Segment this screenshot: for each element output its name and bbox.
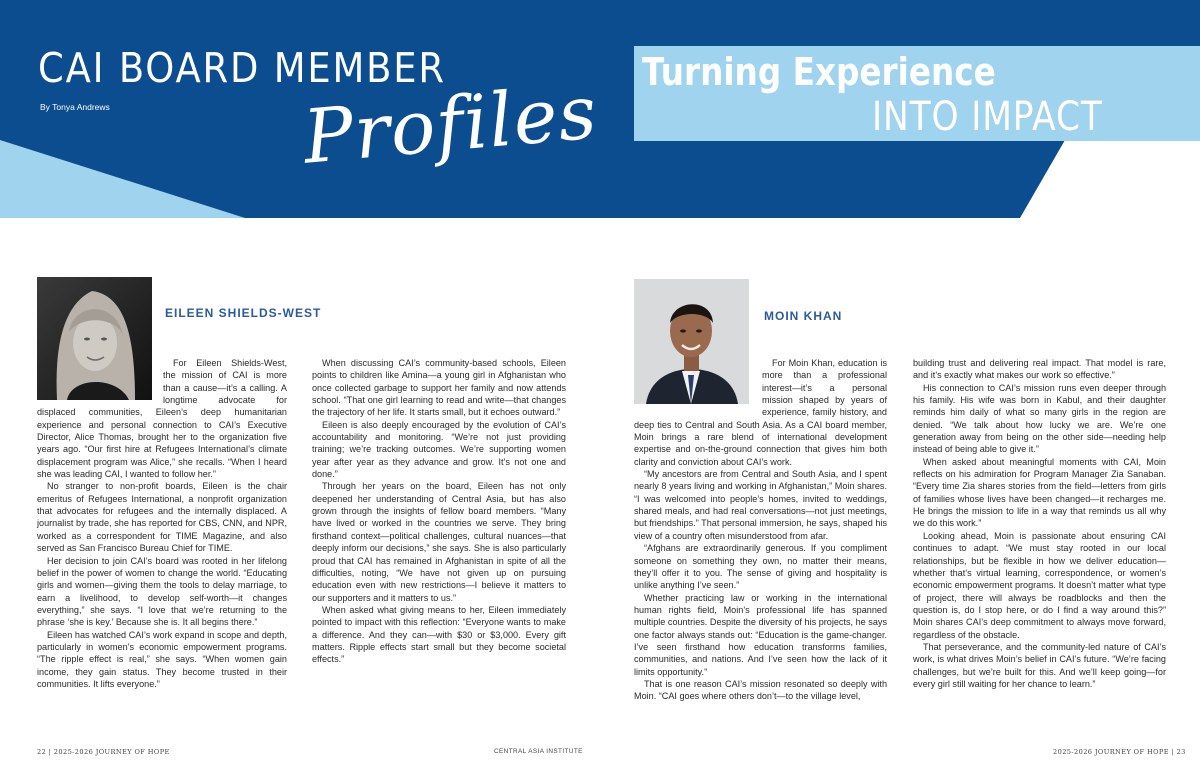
eileen-paragraph-7: Through her years on the board, Eileen has not only deepened her understanding of Central Asia, but has also grown through the insights of fellow board members. “Many have lived or worked in the countries we serve. They bring firsthand context—political challenges, cultural nuances—that deeply inform our decisions,” she says. She is also particularly proud that CAI has remained in Afghanistan in spite of all the difficulties, noting, “We have not given up on pursuing education even with new restrictions—I believe it matters to our supporters and it matters to us.” (312, 481, 566, 603)
moin-column-2 (913, 357, 1166, 690)
eileen-paragraph-8: When asked what giving means to her, Eileen immediately pointed to impact with this reflection: “Everyone wants to make a difference. And they can—with $30 or $3,000. Every gift matters. Ripple effects start small but they become societal effects.” (312, 604, 566, 665)
eileen-name: EILEEN SHIELDS-WEST (165, 306, 322, 320)
moin-paragraph-1: For Moin Khan, education is more than a professional interest—it’s a personal mission shaped by years of experience, family history, and deep ties to Central and South Asia. As a CAI board member, Moin brings a rare blend of international development expertise and on-the-ground connection that gives him both clarity and conviction about CAI’s work. (634, 358, 887, 467)
moin-paragraph-3: “Afghans are extraordinarily generous. If you compliment someone on something they own, no matter their means, they’ll offer it to you. The sense of giving and hospitality is unlike anything I’ve seen.” (634, 543, 887, 591)
tagline-line-2: INTO IMPACT (872, 94, 1103, 140)
moin-paragraph-2: “My ancestors are from Central and South Asia, and I spent nearly 8 years living and working in Afghanistan,” Moin shares. “I was welcomed into people’s homes, invited to weddings, shared meals, and had real conversations—not just meetings, but friendships.” That personal immersion, he says, shaped his view of a country often misunderstood from afar. (634, 469, 887, 541)
moin-paragraph-8: When asked about meaningful moments with CAI, Moin reflects on his admiration for Program Manager Zia Sanaban. “Every time Zia shares stories from the field—letters from girls of families whose lives have been changed—it recharges me. He brings the mission to life in a way that reminds us all why we do this work.” (913, 456, 1166, 529)
eileen-paragraph-1: For Eileen Shields-West, the mission of CAI is more than a cause—it’s a calling. A longtime advocate for displaced communities, Eileen’s deep humanitarian experience and personal connection to CAI’s Executive Director, Alice Thomas, brought her to the organization five years ago. “Our first hire at Refugees International’s climate displacement program was Alice,” she recalls. “When I heard she was leading CAI, I wanted to follow her.” (37, 358, 287, 480)
script-title: Profiles (300, 69, 601, 181)
header-banner (0, 0, 1200, 218)
eileen-paragraph-6: Eileen is also deeply encouraged by the evolution of CAI’s accountability and monitoring. “We’re not just providing training; we’re tracking outcomes. We’re supporting women year after year as they advance and grow. It’s not one and done.” (312, 419, 566, 480)
moin-paragraph-4: Whether practicing law or working in the international human rights field, Moin’s professional life has spanned multiple countries. Despite the diversity of his projects, he says one factor always stands out: “Education is the game-changer. I’ve seen firsthand how education transforms families, communities, and nations. And I’ve seen how the lack of it limits opportunity.” (634, 592, 887, 677)
moin-paragraph-10: That perseverance, and the community-led nature of CAI’s work, is what drives Moin’s belief in CAI’s future. “We’re facing challenges, but we’re built for this. And we’ll keep going—for every girl still waiting for her chance to learn.” (913, 641, 1166, 689)
page-title: CAI BOARD MEMBER (38, 44, 446, 92)
footer-center: CENTRAL ASIA INSTITUTE (494, 748, 583, 755)
eileen-paragraph-4: Eileen has watched CAI’s work expand in scope and depth, particularly in women’s economic empowerment programs. “The ripple effect is real,” she says. “When women gain income, they gain status. They become trusted in their communities. It lifts everyone.” (37, 629, 287, 689)
byline: By Tonya Andrews (40, 102, 110, 112)
eileen-paragraph-3: Her decision to join CAI’s board was rooted in her lifelong belief in the power of women to change the world. “Educating girls and women—giving them the tools to delay marriage, to earn a livelihood, to develop self-worth—it changes everything,” she says. “I love that we’re returning to the phrase ‘she is key.’ Because she is. It all begins there.” (37, 555, 287, 628)
moin-paragraph-7: His connection to CAI’s mission runs even deeper through his family. His wife was born in Kabul, and their daughter reminds him daily of what so many girls in the region are denied. “We talk about how lucky we are. We’re one generation away from being on the other side—needing help instead of being able to give it.” (913, 382, 1166, 455)
moin-paragraph-9: Looking ahead, Moin is passionate about ensuring CAI continues to adapt. “We must stay rooted in our local relationships, but be flexible in how we deliver education—whether that’s virtual learning, correspondence, or women’s economic empowerment programs. It doesn’t matter what type of project, there will always be roadblocks and then the question is, do I stop here, or do I find a way around this?” Moin shares CAI’s deep commitment to always move forward, regardless of the obstacle. (913, 530, 1166, 640)
tagline-line-1: Turning Experience (642, 50, 996, 94)
eileen-paragraph-2: No stranger to non-profit boards, Eileen is the chair emeritus of Refugees International, a nonprofit organization that advocates for refugees and the internally displaced. A journalist by trade, she has reported for CBS, CNN, and NPR, worked as a correspondent for TIME Magazine, and also served as San Francisco Bureau Chief for TIME. (37, 481, 287, 554)
eileen-paragraph-5: When discussing CAI’s community-based schools, Eileen points to children like Amina—a young girl in Afghanistan who once collected garbage to support her family and now attends school. “That one girl learning to read and write—that changes the trajectory of her life. It starts small, but it echoes outward.” (312, 358, 566, 418)
moin-paragraph-5: That is one reason CAI’s mission resonated so deeply with Moin. “CAI goes where others don’t—to the village level, (634, 678, 887, 702)
moin-paragraph-6: building trust and delivering real impact. That model is rare, and it’s exactly what makes our work so effective.” (913, 358, 1166, 381)
eileen-column-1 (37, 357, 287, 690)
tagline-box (634, 46, 1200, 141)
footer-left: 22 | 2025-2026 JOURNEY OF HOPE (37, 748, 170, 756)
moin-name: MOIN KHAN (764, 309, 843, 323)
moin-column-1 (634, 357, 887, 703)
eileen-column-2 (312, 357, 566, 666)
footer-right: 2025-2026 JOURNEY OF HOPE | 23 (1053, 748, 1186, 756)
